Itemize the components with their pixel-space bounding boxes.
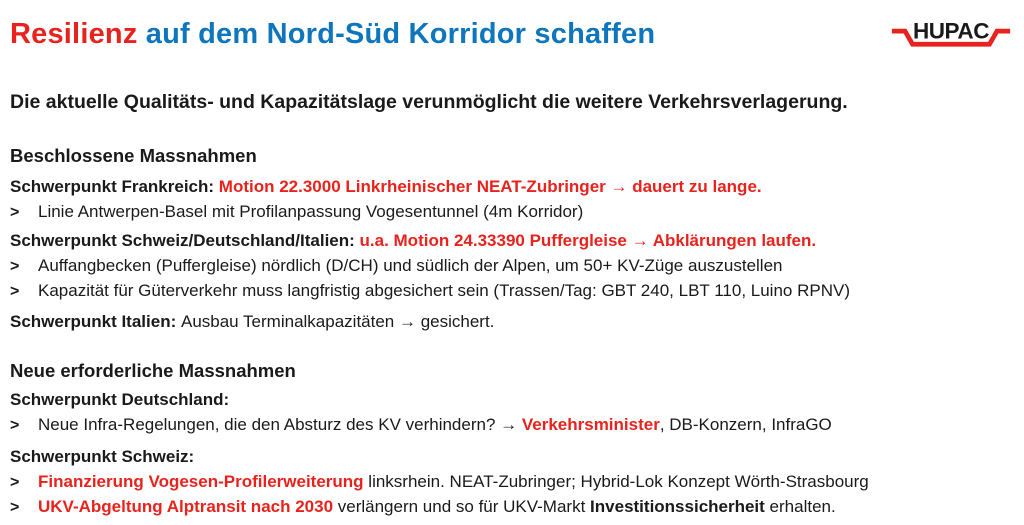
italien-line xyxy=(10,311,494,332)
ch-bullet2-bold: Investitionssicherheit xyxy=(590,497,765,516)
schweiz-bullet-1-text xyxy=(38,471,869,492)
title-red-part: Resilienz xyxy=(10,18,138,50)
section-heading-beschlossene: Beschlossene Massnahmen xyxy=(10,145,257,166)
de-bullet-red: Verkehrsminister xyxy=(521,415,660,434)
bullet-marker: > xyxy=(10,474,20,491)
frankreich-bullet xyxy=(10,201,583,223)
ch-bullet1-post: linksrhein. NEAT-Zubringer; Hybrid-Lok Konzept Wörth-Strasbourg xyxy=(363,472,869,491)
lead-sentence: Die aktuelle Qualitäts- und Kapazitätslage verunmöglicht die weitere Verkehrsverlagerung. xyxy=(10,91,848,113)
ch-bullet1-red: Finanzierung Vogesen-Profilerweiterung xyxy=(38,472,364,491)
sdi-line xyxy=(10,230,816,251)
schweiz-bullet-2 xyxy=(10,496,836,518)
sdi-bullet-2-text: Kapazität für Güterverkehr muss langfristig abgesichert sein (Trassen/Tag: GBT 240, LBT 110, Luino RPNV) xyxy=(38,281,850,300)
de-bullet-pre: Neue Infra-Regelungen, die den Absturz des KV verhindern? → xyxy=(38,415,522,434)
sdi-bullet-1 xyxy=(10,255,783,277)
ch-bullet2-post: erhalten. xyxy=(764,497,836,516)
sdi-bullet-1-text: Auffangbecken (Puffergleise) nördlich (D/CH) und südlich der Alpen, um 50+ KV-Züge auszustellen xyxy=(38,256,783,275)
ch-bullet2-mid: verlängern und so für UKV-Markt xyxy=(333,497,591,516)
sdi-red-text: u.a. Motion 24.33390 Puffergleise → Abklärungen laufen. xyxy=(359,231,817,250)
frankreich-line xyxy=(10,176,762,197)
deutschland-label: Schwerpunkt Deutschland: xyxy=(10,390,230,409)
italien-label: Schwerpunkt Italien: xyxy=(10,312,181,331)
bullet-marker: > xyxy=(10,417,20,434)
sdi-bullet-2 xyxy=(10,280,850,302)
hupac-logo xyxy=(890,10,1012,56)
frankreich-red-text: Motion 22.3000 Linkrheinischer NEAT-Zubringer → dauert zu lange. xyxy=(218,177,762,196)
bullet-marker: > xyxy=(10,283,20,300)
schweiz-bullet-1 xyxy=(10,471,869,493)
schweiz-line xyxy=(10,446,194,467)
schweiz-bullet-2-text xyxy=(38,496,836,517)
schweiz-label: Schwerpunkt Schweiz: xyxy=(10,447,195,466)
deutschland-bullet-text xyxy=(38,414,832,435)
deutschland-bullet xyxy=(10,414,832,436)
sdi-label: Schwerpunkt Schweiz/Deutschland/Italien: xyxy=(10,231,360,250)
frankreich-label: Schwerpunkt Frankreich: xyxy=(10,177,219,196)
bullet-marker: > xyxy=(10,499,20,516)
ch-bullet2-red: UKV-Abgeltung Alptransit nach 2030 xyxy=(38,497,334,516)
de-bullet-post: , DB-Konzern, InfraGO xyxy=(659,415,832,434)
deutschland-line xyxy=(10,389,229,410)
section-heading-neue: Neue erforderliche Massnahmen xyxy=(10,360,296,381)
logo-text: HUPAC xyxy=(912,18,990,44)
title-blue-part: auf dem Nord-Süd Korridor schaffen xyxy=(137,18,656,50)
frankreich-bullet-text: Linie Antwerpen-Basel mit Profilanpassung Vogesentunnel (4m Korridor) xyxy=(38,202,584,221)
bullet-marker: > xyxy=(10,258,20,275)
page-title xyxy=(10,16,655,52)
bullet-marker: > xyxy=(10,204,20,221)
italien-rest-text: Ausbau Terminalkapazitäten → gesichert. xyxy=(180,312,495,331)
